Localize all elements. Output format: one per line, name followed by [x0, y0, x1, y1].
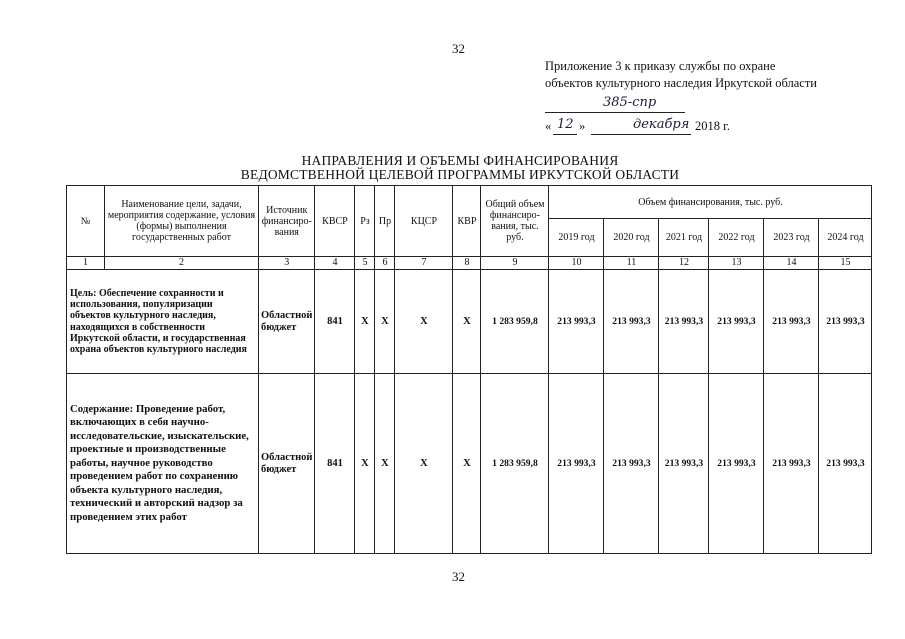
- column-number: 3: [259, 257, 315, 270]
- header-kvsr: КВСР: [315, 186, 355, 257]
- header-name: Наименование цели, задачи, мероприятия содержание, условия (формы) выполнения государственных работ: [105, 186, 259, 257]
- amount-2023: 213 993,3: [764, 374, 819, 554]
- column-number: 6: [375, 257, 395, 270]
- appendix-line-2: объектов культурного наследия Иркутской области: [545, 76, 817, 90]
- rz-value: Х: [355, 270, 375, 374]
- column-number: 10: [549, 257, 604, 270]
- date-month-rule: [591, 134, 691, 135]
- order-number-line: [545, 92, 817, 116]
- document-title-line-1: НАПРАВЛЕНИЯ И ОБЪЕМЫ ФИНАНСИРОВАНИЯ: [301, 153, 619, 168]
- column-number: 8: [453, 257, 481, 270]
- document-title: [200, 154, 720, 182]
- date-year: 2018 г.: [695, 119, 730, 133]
- order-number-rule: [545, 112, 685, 113]
- amount-2022: 213 993,3: [709, 270, 764, 374]
- header-total: Общий объем финансиро-вания, тыс. руб.: [481, 186, 549, 257]
- rz-value: Х: [355, 374, 375, 554]
- header-no: №: [67, 186, 105, 257]
- header-year-2021: 2021 год: [659, 219, 709, 257]
- pr-value: Х: [375, 270, 395, 374]
- header-year-2024: 2024 год: [819, 219, 872, 257]
- amount-2024: 213 993,3: [819, 374, 872, 554]
- column-number: 9: [481, 257, 549, 270]
- kvr-value: Х: [453, 270, 481, 374]
- column-number: 1: [67, 257, 105, 270]
- appendix-block: [545, 58, 817, 138]
- column-number: 11: [604, 257, 659, 270]
- amount-2022: 213 993,3: [709, 374, 764, 554]
- amount-2021: 213 993,3: [659, 374, 709, 554]
- kvsr-value: 841: [315, 270, 355, 374]
- column-number-row: [67, 257, 872, 270]
- date-day: 12: [557, 117, 574, 132]
- table-row: [67, 374, 872, 554]
- date-quote-open: «: [545, 119, 552, 133]
- table-row: [67, 270, 872, 374]
- kvsr-value: 841: [315, 374, 355, 554]
- page-number-bottom: 32: [452, 569, 465, 584]
- column-number: 15: [819, 257, 872, 270]
- column-number: 7: [395, 257, 453, 270]
- total-amount: 1 283 959,8: [481, 270, 549, 374]
- header-pr: Пр: [375, 186, 395, 257]
- goal-name: Цель: Обеспечение сохранности и использования, популяризации объектов культурного наследия, находящихся в собственности Иркутской области, и государственная охрана объектов культурного наследия: [67, 270, 259, 374]
- amount-2024: 213 993,3: [819, 270, 872, 374]
- header-year-2023: 2023 год: [764, 219, 819, 257]
- column-number: 4: [315, 257, 355, 270]
- order-date-line: [545, 116, 817, 138]
- funding-source: Областной бюджет: [259, 374, 315, 554]
- page-number-top: 32: [452, 41, 465, 56]
- pr-value: Х: [375, 374, 395, 554]
- date-day-rule: [553, 134, 577, 135]
- financing-table: [66, 185, 872, 554]
- header-year-2022: 2022 год: [709, 219, 764, 257]
- content-name: Содержание: Проведение работ, включающих в себя научно-исследовательские, изыскательские, проектные и производственные работы, научное руководство проведением работ по сохранению объекта культурного наследия, технический и авторский надзор за проведением этих работ: [67, 374, 259, 554]
- header-kcsr: КЦСР: [395, 186, 453, 257]
- order-number: 385-спр: [603, 95, 657, 110]
- header-year-2020: 2020 год: [604, 219, 659, 257]
- header-source: Источник финансиро-вания: [259, 186, 315, 257]
- column-number: 2: [105, 257, 259, 270]
- amount-2020: 213 993,3: [604, 270, 659, 374]
- column-number: 13: [709, 257, 764, 270]
- date-quote-close: »: [579, 119, 586, 133]
- column-number: 14: [764, 257, 819, 270]
- header-kvr: КВР: [453, 186, 481, 257]
- document-title-line-2: ВЕДОМСТВЕННОЙ ЦЕЛЕВОЙ ПРОГРАММЫ ИРКУТСКОЙ ОБЛАСТИ: [240, 167, 680, 182]
- amount-2020: 213 993,3: [604, 374, 659, 554]
- appendix-line-1: Приложение 3 к приказу службы по охране: [545, 59, 776, 73]
- kvr-value: Х: [453, 374, 481, 554]
- amount-2021: 213 993,3: [659, 270, 709, 374]
- amount-2019: 213 993,3: [549, 374, 604, 554]
- amount-2019: 213 993,3: [549, 270, 604, 374]
- funding-source: Областной бюджет: [259, 270, 315, 374]
- total-amount: 1 283 959,8: [481, 374, 549, 554]
- kcsr-value: Х: [395, 270, 453, 374]
- kcsr-value: Х: [395, 374, 453, 554]
- header-rz: Рз: [355, 186, 375, 257]
- column-number: 12: [659, 257, 709, 270]
- header-year-2019: 2019 год: [549, 219, 604, 257]
- amount-2023: 213 993,3: [764, 270, 819, 374]
- column-number: 5: [355, 257, 375, 270]
- header-volume: Объем финансирования, тыс. руб.: [549, 186, 872, 219]
- date-month: декабря: [633, 117, 690, 132]
